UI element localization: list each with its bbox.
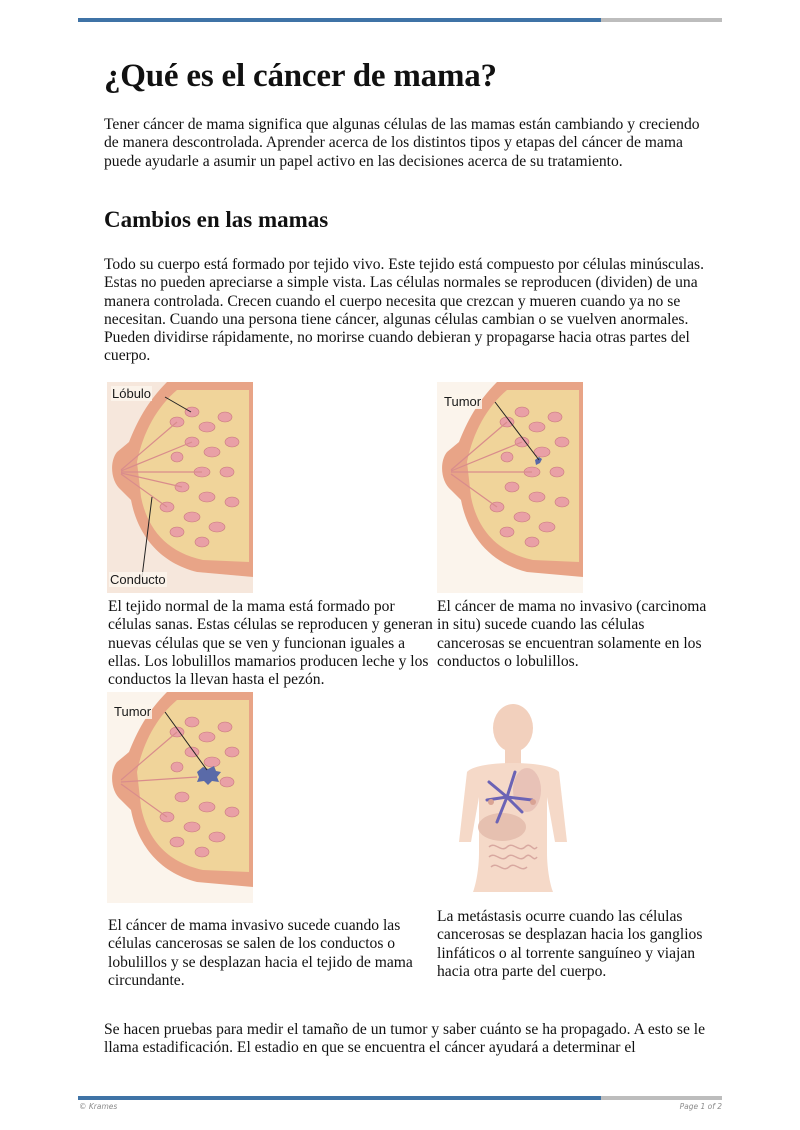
footer-rule bbox=[78, 1096, 722, 1100]
figure-label: Tumor bbox=[114, 704, 152, 719]
footer-page-number: Page 1 of 2 bbox=[679, 1102, 722, 1111]
body-illustration-metastasis bbox=[447, 702, 579, 892]
breast-illustration-invasive bbox=[107, 692, 253, 903]
figure-caption: El tejido normal de la mama está formado por células sanas. Estas células se reproducen y generan nuevas células que se ven y funcionan iguales a ellas. Los lobulillos mamarios producen leche y los conductos la llevan hasta el pezón. bbox=[108, 598, 433, 689]
footer-rule-blue bbox=[78, 1096, 601, 1100]
section-paragraph: Todo su cuerpo está formado por tejido vivo. Este tejido está compuesto por células minúsculas. Estas no pueden apreciarse a simple vista. Las células normales se reproducen (dividen) de una manera controlada. Crecen cuando el cuerpo necesita que crezcan y mueren cuando ya no se necesitan. Cuando una persona tiene cáncer, algunas células cambian o se vuelven anormales. Pueden dividirse rápidamente, no morirse cuando debieran y propagarse hacia otras partes del cuerpo. bbox=[104, 256, 704, 365]
figure-noninvasive-cancer bbox=[437, 382, 583, 593]
breast-illustration-noninvasive bbox=[437, 382, 583, 593]
header-rule-gray bbox=[601, 18, 722, 22]
breast-illustration-normal bbox=[107, 382, 253, 593]
figure-caption: El cáncer de mama no invasivo (carcinoma in situ) sucede cuando las células cancerosas se encuentran solamente en los conductos o lobulillos. bbox=[437, 598, 707, 670]
figure-label: Tumor bbox=[444, 394, 482, 409]
staging-paragraph: Se hacen pruebas para medir el tamaño de un tumor y saber cuánto se ha propagado. A esto se le llama estadificación. El estadio en que se encuentra el cáncer ayudará a determinar el bbox=[104, 1021, 706, 1057]
figure-caption: La metástasis ocurre cuando las células cancerosas se desplazan hacia los ganglios linfáticos o al torrente sanguíneo y viajan hacia otra parte del cuerpo. bbox=[437, 908, 703, 980]
figure-normal-breast bbox=[107, 382, 253, 593]
footer-rule-gray bbox=[601, 1096, 722, 1100]
figure-caption: El cáncer de mama invasivo sucede cuando las células cancerosas se salen de los conductos o lobulillos y se desplazan hacia el tejido de mama circundante. bbox=[108, 917, 413, 989]
figure-metastasis bbox=[447, 702, 579, 892]
header-rule bbox=[78, 18, 722, 22]
footer-copyright: © Krames bbox=[79, 1102, 118, 1111]
header-rule-blue bbox=[78, 18, 601, 22]
figure-invasive-cancer bbox=[107, 692, 253, 903]
intro-paragraph: Tener cáncer de mama significa que algunas células de las mamas están cambiando y creciendo de manera descontrolada. Aprender acerca de los distintos tipos y etapas del cáncer de mama puede ayudarle a asumir un papel activo en las decisiones acerca de su tratamiento. bbox=[104, 116, 700, 170]
page-title: ¿Qué es el cáncer de mama? bbox=[104, 58, 497, 94]
figure-label: Conducto bbox=[110, 572, 166, 587]
figure-label: Lóbulo bbox=[112, 386, 152, 401]
section-heading: Cambios en las mamas bbox=[104, 207, 329, 232]
